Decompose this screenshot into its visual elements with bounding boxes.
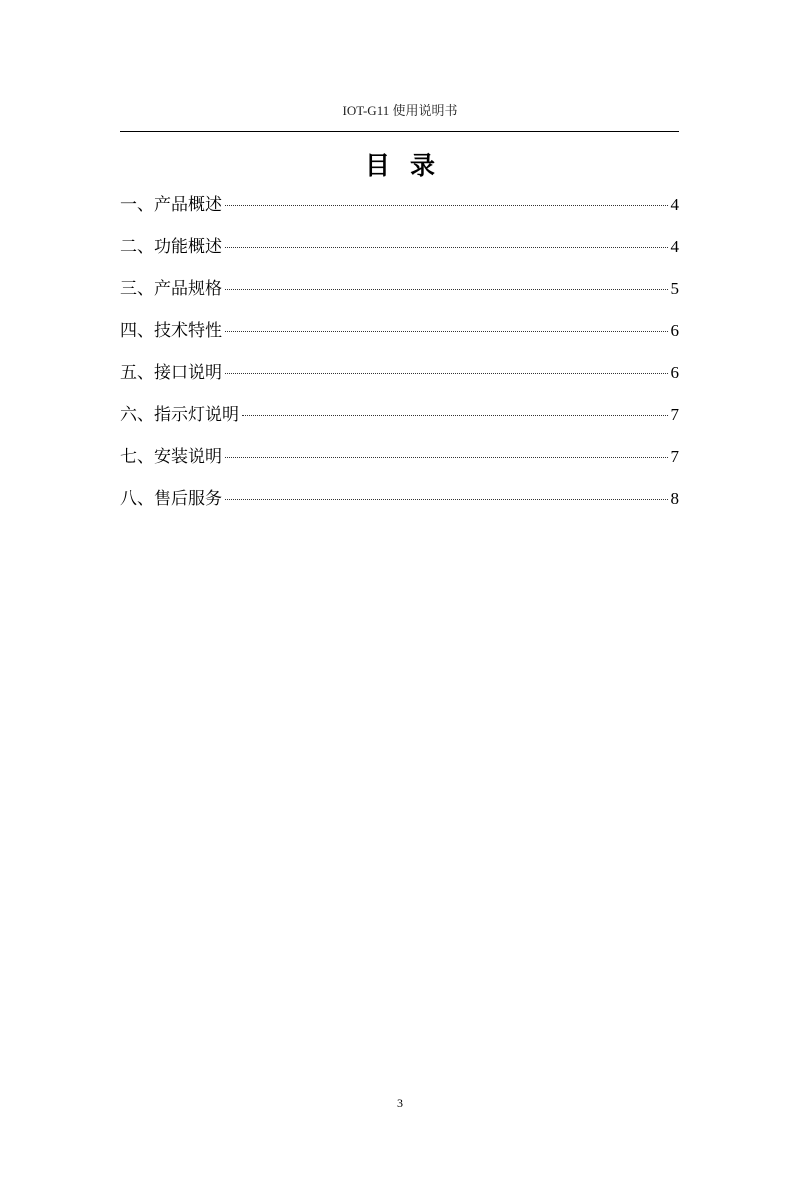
toc-entry-label: 三、产品规格 xyxy=(120,279,222,299)
toc-dot-leader xyxy=(225,499,668,500)
toc-entry-page: 7 xyxy=(670,405,679,424)
toc-dot-leader xyxy=(225,457,668,458)
toc-entry[interactable] xyxy=(120,358,679,400)
toc-list xyxy=(120,190,679,526)
toc-title: 目录 xyxy=(364,151,455,180)
toc-entry[interactable] xyxy=(120,274,679,316)
toc-entry-label: 一、产品概述 xyxy=(120,195,222,215)
toc-entry-label: 六、指示灯说明 xyxy=(120,405,239,425)
toc-entry-page: 6 xyxy=(670,363,679,382)
toc-entry-page: 7 xyxy=(670,447,679,466)
toc-entry-page: 6 xyxy=(670,321,679,340)
document-header: IOT-G11 使用说明书 xyxy=(342,103,458,118)
toc-entry[interactable] xyxy=(120,484,679,526)
toc-entry[interactable] xyxy=(120,232,679,274)
page-number: 3 xyxy=(397,1096,403,1110)
toc-entry-label: 四、技术特性 xyxy=(120,321,222,341)
toc-entry-label: 七、安装说明 xyxy=(120,447,222,467)
toc-entry-label: 八、售后服务 xyxy=(120,489,222,509)
toc-dot-leader xyxy=(225,289,668,290)
toc-entry[interactable] xyxy=(120,442,679,484)
toc-entry-page: 4 xyxy=(670,237,679,256)
toc-entry-page: 4 xyxy=(670,195,679,214)
toc-entry[interactable] xyxy=(120,400,679,442)
toc-dot-leader xyxy=(225,331,668,332)
toc-entry[interactable] xyxy=(120,190,679,232)
toc-dot-leader xyxy=(242,415,668,416)
toc-dot-leader xyxy=(225,373,668,374)
toc-dot-leader xyxy=(225,205,668,206)
toc-entry-page: 8 xyxy=(670,489,679,508)
toc-dot-leader xyxy=(225,247,668,248)
toc-entry-label: 五、接口说明 xyxy=(120,363,222,383)
header-divider xyxy=(120,131,679,132)
toc-entry-page: 5 xyxy=(670,279,679,298)
toc-entry-label: 二、功能概述 xyxy=(120,237,222,257)
toc-entry[interactable] xyxy=(120,316,679,358)
